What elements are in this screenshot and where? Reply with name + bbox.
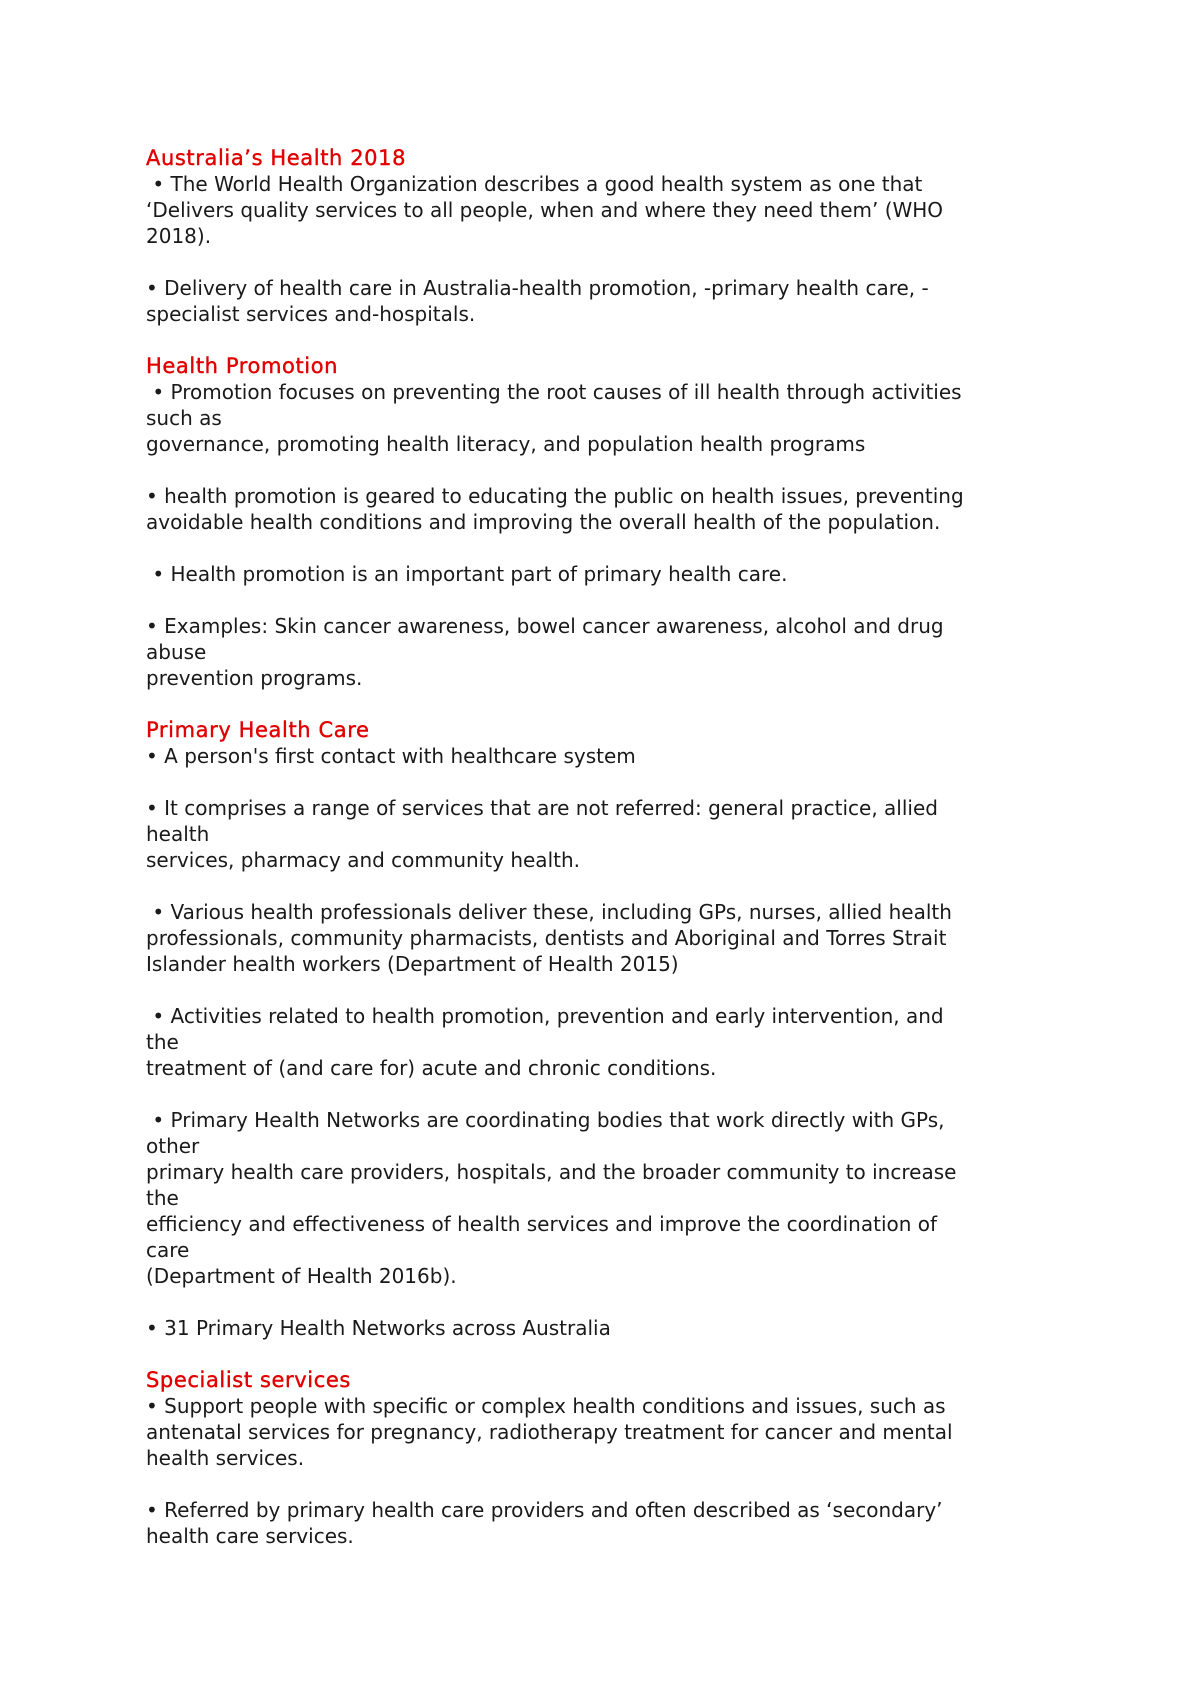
paragraph-gap: [146, 873, 1086, 899]
text-line: • The World Health Organization describes a good health system as one that: [146, 172, 923, 196]
text-line: health: [146, 822, 210, 846]
text-line: avoidable health conditions and improving the overall health of the population.: [146, 510, 941, 534]
text-line: efficiency and effectiveness of health services and improve the coordination of: [146, 1212, 938, 1236]
paragraph: [146, 379, 1086, 457]
paragraph: [146, 1497, 1086, 1549]
text-line: • Examples: Skin cancer awareness, bowel cancer awareness, alcohol and drug: [146, 614, 944, 638]
text-line: governance, promoting health literacy, and population health programs: [146, 432, 866, 456]
paragraph: [146, 795, 1086, 873]
section: [146, 1367, 1086, 1549]
text-line: the: [146, 1030, 179, 1054]
section: [146, 353, 1086, 691]
paragraph-gap: [146, 769, 1086, 795]
text-line: • 31 Primary Health Networks across Australia: [146, 1316, 611, 1340]
text-line: the: [146, 1186, 179, 1210]
text-line: (Department of Health 2016b).: [146, 1264, 457, 1288]
paragraph-gap: [146, 587, 1086, 613]
text-line: health care services.: [146, 1524, 354, 1548]
text-line: • Support people with specific or complex health conditions and issues, such as: [146, 1394, 946, 1418]
section: [146, 145, 1086, 327]
text-line: • Primary Health Networks are coordinating bodies that work directly with GPs,: [146, 1108, 945, 1132]
paragraph-gap: [146, 1471, 1086, 1497]
section-gap: [146, 327, 1086, 353]
text-line: primary health care providers, hospitals, and the broader community to increase: [146, 1160, 957, 1184]
paragraph: [146, 275, 1086, 327]
section-heading: Australia’s Health 2018: [146, 146, 407, 170]
paragraph: [146, 1315, 1086, 1341]
text-line: antenatal services for pregnancy, radiotherapy treatment for cancer and mental: [146, 1420, 953, 1444]
text-line: • Promotion focuses on preventing the root causes of ill health through activities: [146, 380, 962, 404]
paragraph-gap: [146, 535, 1086, 561]
text-line: • It comprises a range of services that are not referred: general practice, allied: [146, 796, 938, 820]
section: [146, 717, 1086, 1341]
section-gap: [146, 1341, 1086, 1367]
paragraph-gap: [146, 1081, 1086, 1107]
paragraph-gap: [146, 1289, 1086, 1315]
paragraph-gap: [146, 457, 1086, 483]
section-heading: Primary Health Care: [146, 718, 370, 742]
text-line: other: [146, 1134, 200, 1158]
text-line: abuse: [146, 640, 207, 664]
text-line: health services.: [146, 1446, 305, 1470]
text-line: • Health promotion is an important part of primary health care.: [146, 562, 788, 586]
paragraph: [146, 561, 1086, 587]
paragraph: [146, 1393, 1086, 1471]
paragraph: [146, 1003, 1086, 1081]
paragraph: [146, 743, 1086, 769]
text-line: services, pharmacy and community health.: [146, 848, 580, 872]
text-line: • Delivery of health care in Australia-health promotion, -primary health care, -: [146, 276, 929, 300]
text-line: prevention programs.: [146, 666, 363, 690]
paragraph: [146, 171, 1086, 249]
text-line: ‘Delivers quality services to all people, when and where they need them’ (WHO: [146, 198, 944, 222]
document-page: [146, 145, 1086, 1549]
text-line: • health promotion is geared to educating the public on health issues, preventing: [146, 484, 964, 508]
paragraph-gap: [146, 249, 1086, 275]
paragraph-gap: [146, 977, 1086, 1003]
text-line: professionals, community pharmacists, dentists and Aboriginal and Torres Strait: [146, 926, 947, 950]
section-heading: Specialist services: [146, 1368, 351, 1392]
text-line: specialist services and-hospitals.: [146, 302, 476, 326]
paragraph: [146, 613, 1086, 691]
text-line: such as: [146, 406, 222, 430]
paragraph: [146, 1107, 1086, 1289]
text-line: Islander health workers (Department of Health 2015): [146, 952, 679, 976]
text-line: 2018).: [146, 224, 212, 248]
text-line: • Referred by primary health care providers and often described as ‘secondary’: [146, 1498, 943, 1522]
text-line: treatment of (and care for) acute and chronic conditions.: [146, 1056, 717, 1080]
paragraph: [146, 483, 1086, 535]
text-line: • Activities related to health promotion, prevention and early intervention, and: [146, 1004, 944, 1028]
text-line: • A person's first contact with healthcare system: [146, 744, 636, 768]
text-line: • Various health professionals deliver these, including GPs, nurses, allied health: [146, 900, 952, 924]
paragraph: [146, 899, 1086, 977]
section-heading: Health Promotion: [146, 354, 339, 378]
text-line: care: [146, 1238, 190, 1262]
section-gap: [146, 691, 1086, 717]
